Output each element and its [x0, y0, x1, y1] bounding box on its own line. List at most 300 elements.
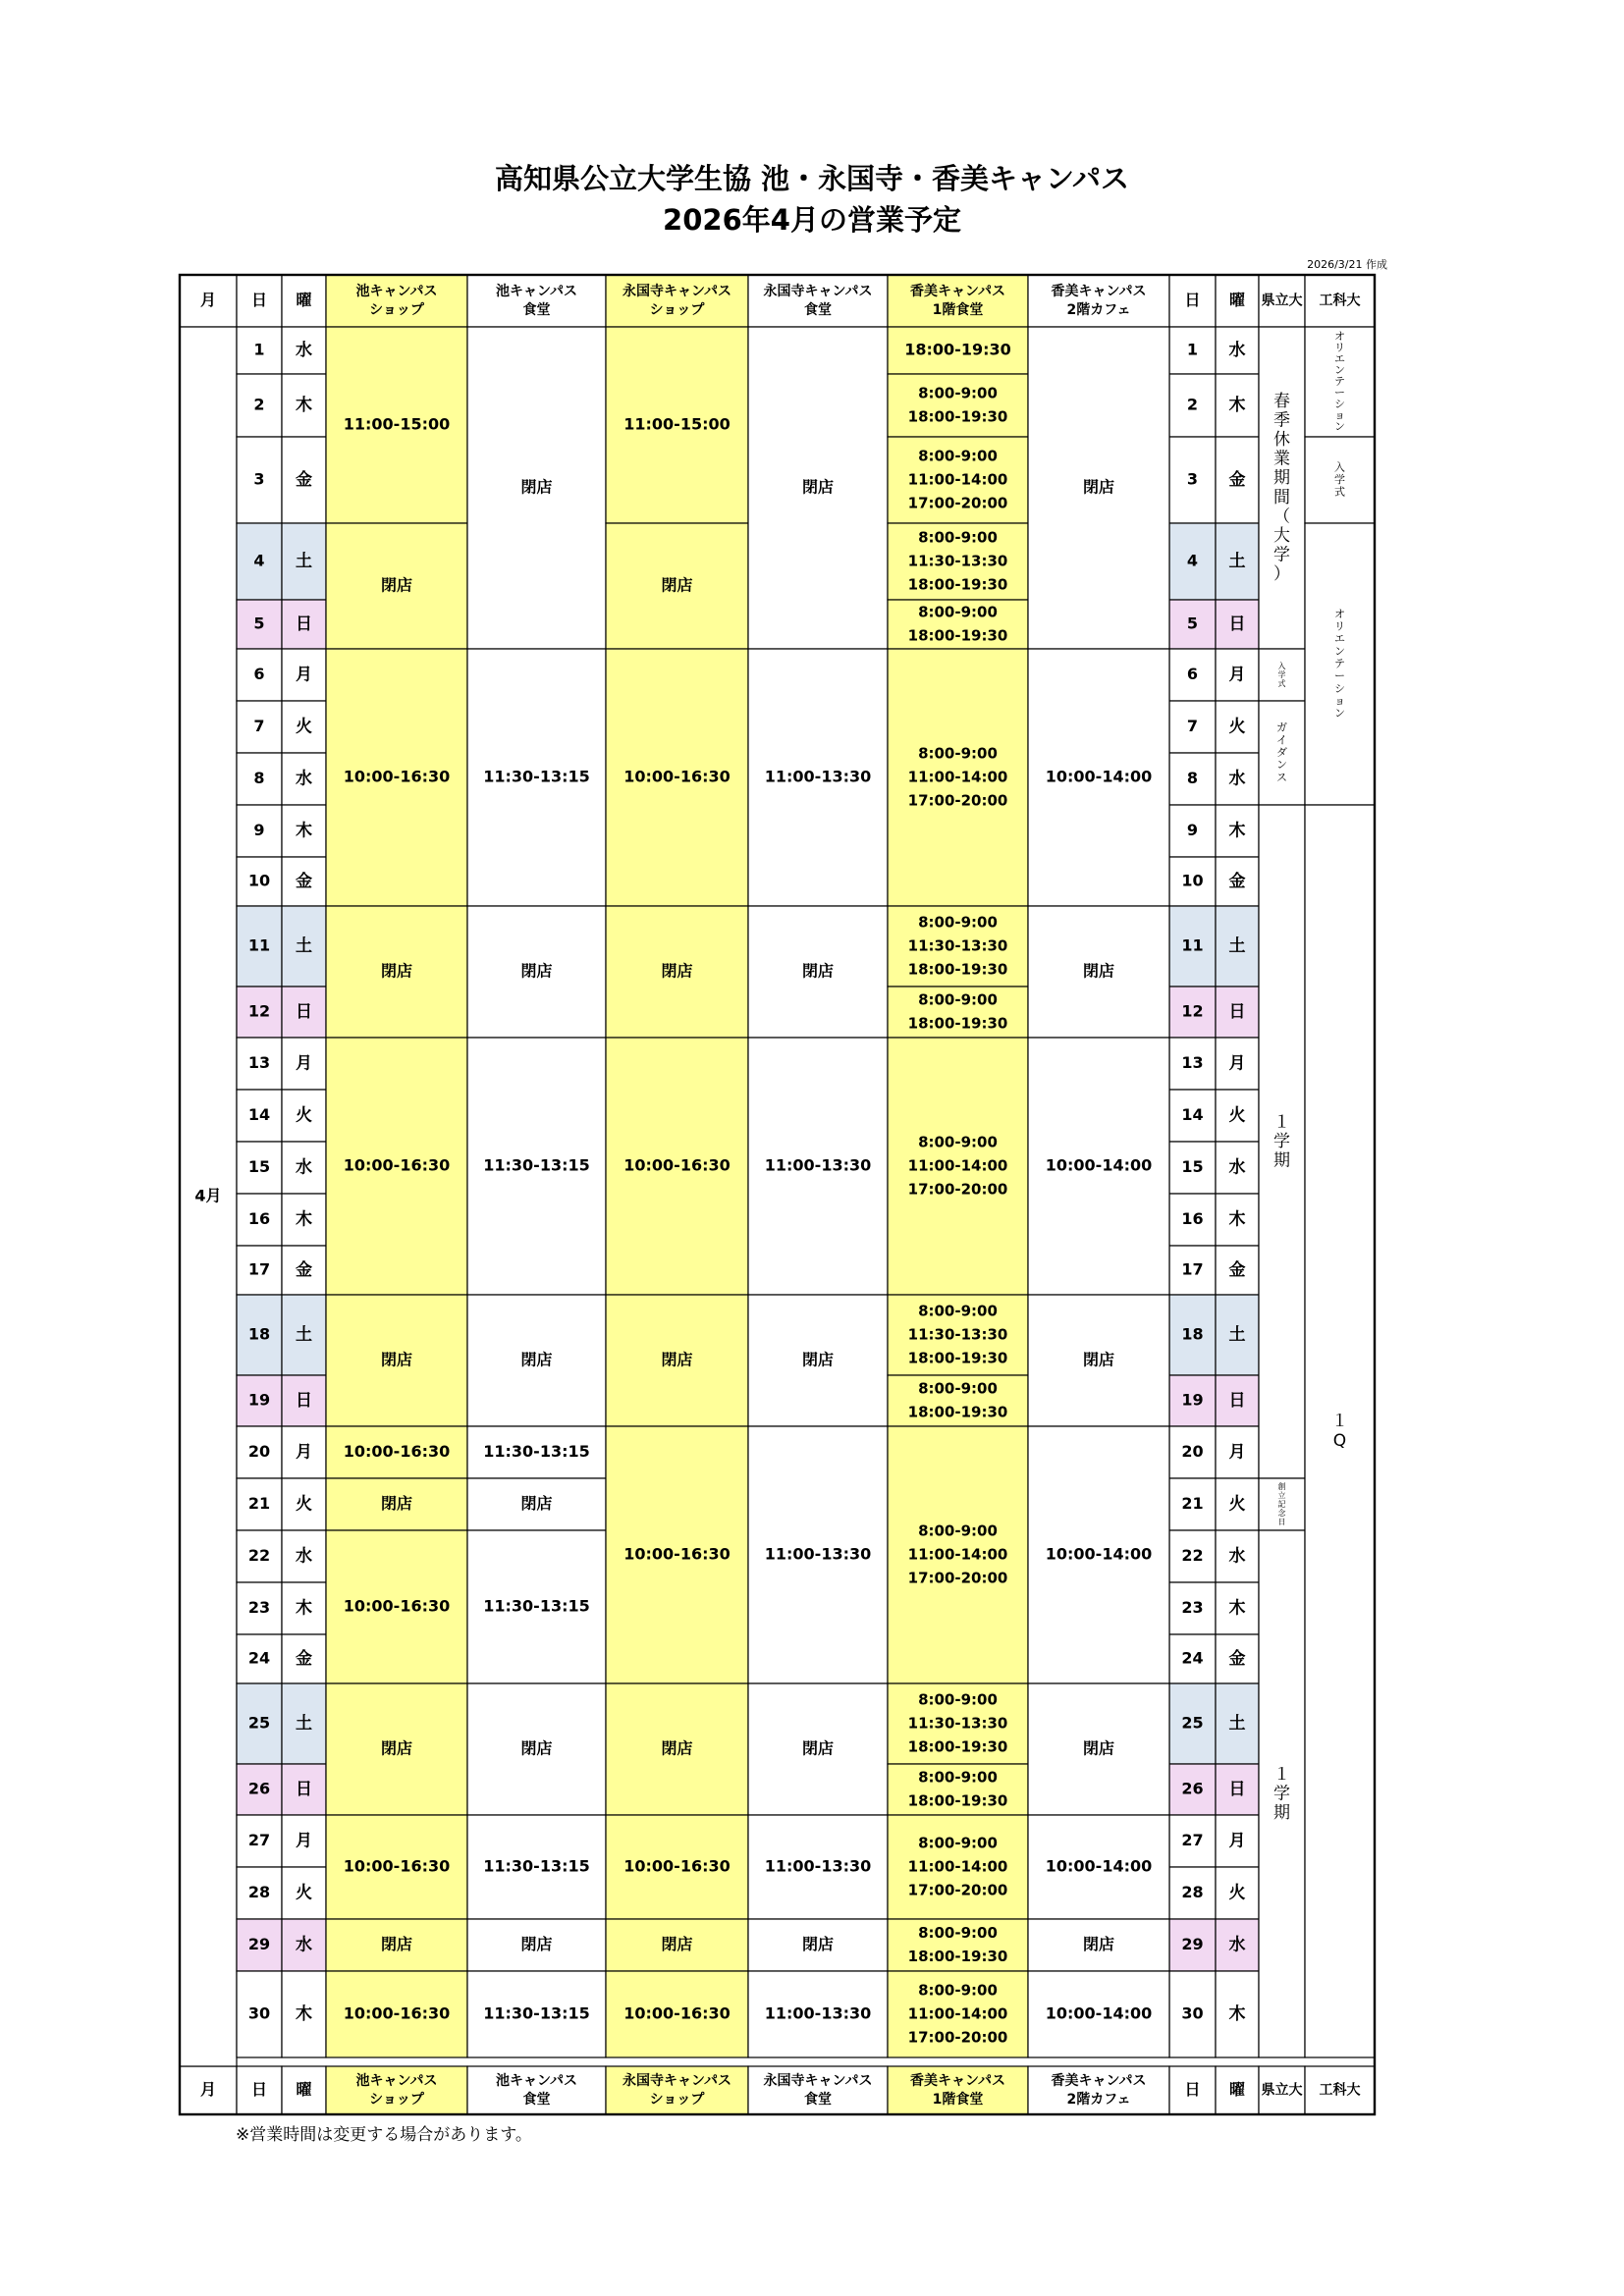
- header-cell-ike_cafeteria: [467, 275, 606, 327]
- day-number: 30: [247, 2003, 271, 2023]
- weekday-label: 日: [1228, 1002, 1246, 1022]
- weekday-label: 月: [296, 1442, 312, 1463]
- vertical-char: Q: [1332, 1430, 1347, 1451]
- kenritsu-event: [1273, 392, 1290, 584]
- weekday-label: 水: [1228, 1935, 1246, 1955]
- day-number: 3: [253, 469, 265, 489]
- footer-day: 日: [250, 2080, 268, 2099]
- vertical-char: 記: [1277, 1500, 1286, 1509]
- text-line: 閉店: [661, 961, 693, 981]
- text-line: 11:30-13:15: [483, 2003, 590, 2023]
- kami_cafe-hours: [1083, 962, 1114, 981]
- weekday-label: 土: [296, 936, 312, 956]
- text-line: ショップ: [369, 2092, 424, 2108]
- day-number: 8: [253, 769, 265, 787]
- weekday-label: 金: [1228, 470, 1246, 490]
- text-line: 閉店: [801, 1350, 835, 1369]
- vertical-char: オ: [1334, 329, 1345, 343]
- text-line: 香美キャンパス: [909, 2073, 1006, 2089]
- eikokuji_shop-hours: [623, 1857, 731, 1876]
- weekday-label: 金: [296, 872, 312, 891]
- text-line: 8:00-9:00: [918, 447, 998, 465]
- text-line: 香美キャンパス: [909, 284, 1006, 299]
- vertical-char: 業: [1273, 449, 1290, 469]
- footer-weekday: 曜: [296, 2080, 312, 2099]
- vertical-char: 創: [1277, 1482, 1286, 1491]
- text-line: 8:00-9:00: [918, 1981, 998, 2000]
- vertical-char: １: [1273, 1112, 1290, 1133]
- text-line: 閉店: [520, 1935, 553, 1953]
- text-line: 8:00-9:00: [918, 1302, 998, 1320]
- text-line: 8:00-9:00: [918, 603, 998, 621]
- day-number: 2: [1186, 395, 1199, 414]
- weekday-label: 月: [296, 1053, 312, 1074]
- weekday-label: 水: [296, 1157, 312, 1178]
- eikokuji_cafeteria-hours: [765, 1545, 872, 1564]
- vertical-char: エ: [1334, 632, 1345, 646]
- day-number: 24: [247, 1648, 271, 1668]
- vertical-char: ー: [1334, 386, 1345, 400]
- day-number: 16: [1181, 1209, 1204, 1228]
- text-line: 11:30-13:15: [483, 767, 590, 786]
- weekday-label: 土: [296, 1714, 312, 1734]
- text-line: 閉店: [520, 477, 553, 497]
- text-line: 閉店: [1082, 1738, 1115, 1758]
- koka-event: [1334, 330, 1345, 433]
- weekday-label: 火: [1228, 1105, 1246, 1126]
- text-line: 10:00-16:30: [623, 1155, 731, 1175]
- day-number: 19: [1181, 1390, 1204, 1410]
- ike_cafeteria-hours: [520, 1739, 552, 1758]
- vertical-char: リ: [1334, 341, 1345, 354]
- koka-event: [1334, 608, 1345, 720]
- eikokuji_cafeteria-hours: [802, 962, 834, 981]
- weekday-label: 火: [1228, 1494, 1246, 1515]
- weekday-label: 月: [296, 665, 312, 685]
- weekday-label: 月: [1228, 1442, 1246, 1463]
- text-line: 閉店: [520, 1738, 553, 1758]
- kenritsu-event: [1278, 661, 1286, 688]
- kenritsu-event: [1276, 721, 1287, 784]
- text-line: 11:30-13:15: [483, 1596, 590, 1616]
- vertical-char: ン: [1276, 758, 1287, 772]
- text-line: 11:00-13:30: [764, 1544, 872, 1564]
- header-koka: 工科大: [1319, 293, 1361, 309]
- kenritsu-event: [1278, 1481, 1287, 1526]
- eikokuji_shop-hours: [623, 415, 731, 434]
- text-line: 閉店: [380, 575, 413, 595]
- day-number: 10: [1181, 871, 1204, 890]
- kami_cafe-hours: [1046, 2004, 1153, 2023]
- footer-weekday2: 曜: [1228, 2080, 1246, 2099]
- eikokuji_shop-hours: [623, 1156, 731, 1175]
- vertical-char: リ: [1334, 619, 1345, 633]
- text-line: 11:00-13:30: [764, 1155, 872, 1175]
- day-number: 28: [247, 1883, 271, 1901]
- ike_cafeteria-hours: [483, 2004, 590, 2023]
- ike_shop-hours: [381, 576, 412, 595]
- text-line: 8:00-9:00: [918, 1522, 998, 1540]
- vertical-char: １: [1331, 1412, 1348, 1432]
- ike_cafeteria-hours: [520, 1935, 552, 1953]
- weekday-label: 土: [1228, 1714, 1246, 1734]
- weekday-label: 水: [1228, 341, 1246, 360]
- vertical-char: シ: [1334, 398, 1345, 411]
- text-line: 11:00-14:00: [907, 470, 1008, 489]
- kami_cafe-hours: [1046, 768, 1153, 786]
- weekday-label: 水: [1228, 1546, 1246, 1567]
- day-number: 23: [1181, 1598, 1204, 1617]
- day-number: 18: [247, 1324, 271, 1344]
- ike_shop-hours: [381, 1351, 412, 1369]
- vertical-char: 春: [1273, 392, 1290, 412]
- day-number: 11: [247, 935, 271, 955]
- day-number: 7: [253, 717, 265, 735]
- footer-kenritsu: 県立大: [1261, 2082, 1303, 2099]
- day-number: 21: [1181, 1494, 1204, 1513]
- vertical-char: ョ: [1334, 694, 1345, 708]
- day-number: 19: [247, 1390, 271, 1410]
- weekday-label: 火: [296, 717, 312, 737]
- day-number: 17: [1181, 1259, 1204, 1279]
- vertical-char: ガ: [1276, 721, 1287, 734]
- weekday-label: 火: [1228, 1883, 1246, 1903]
- ike_cafeteria-hours: [520, 1494, 552, 1513]
- text-line: 8:00-9:00: [918, 744, 998, 763]
- text-line: 10:00-14:00: [1045, 1544, 1153, 1564]
- text-line: 食堂: [522, 302, 551, 318]
- text-line: 17:00-20:00: [907, 1180, 1008, 1199]
- vertical-char: 立: [1277, 1491, 1286, 1500]
- text-line: 18:00-19:30: [907, 575, 1008, 594]
- vertical-char: 大: [1273, 525, 1290, 546]
- vertical-char: ョ: [1334, 408, 1345, 422]
- text-line: 食堂: [804, 2092, 832, 2108]
- vertical-char: 式: [1277, 679, 1286, 689]
- eikokuji_shop-hours: [661, 1351, 692, 1369]
- text-line: 2階カフェ: [1066, 2092, 1131, 2108]
- text-line: 10:00-16:30: [623, 2003, 731, 2023]
- text-line: 閉店: [661, 1738, 693, 1758]
- vertical-char: 入: [1277, 661, 1286, 670]
- eikokuji_shop-hours: [661, 1739, 692, 1758]
- text-line: 8:00-9:00: [918, 913, 998, 932]
- vertical-char: ダ: [1276, 746, 1287, 759]
- text-line: 8:00-9:00: [918, 384, 998, 402]
- text-line: 池キャンパス: [495, 2073, 578, 2089]
- weekday-label: 日: [296, 1391, 312, 1411]
- text-line: 池キャンパス: [355, 284, 438, 299]
- text-line: 18:00-19:30: [907, 1948, 1008, 1965]
- day-number: 3: [1186, 469, 1199, 489]
- day-number: 8: [1186, 769, 1199, 787]
- weekday-label: 土: [296, 552, 312, 571]
- day-number: 11: [1181, 935, 1204, 955]
- weekday-label: 水: [1228, 769, 1246, 789]
- vertical-char: ン: [1334, 644, 1345, 658]
- ike_shop-hours: [344, 415, 451, 434]
- text-line: 閉店: [661, 575, 693, 595]
- text-line: 11:00-14:00: [907, 1156, 1008, 1175]
- text-line: 閉店: [801, 1738, 835, 1758]
- day-number: 16: [247, 1209, 271, 1228]
- ike_shop-hours: [344, 1597, 451, 1616]
- text-line: 閉店: [801, 477, 835, 497]
- text-line: 11:00-14:00: [907, 2004, 1008, 2023]
- text-line: 永国寺キャンパス: [763, 2073, 873, 2089]
- header-day: 日: [250, 291, 268, 309]
- vertical-char: ー: [1334, 669, 1345, 683]
- vertical-char: 入: [1334, 460, 1345, 474]
- day-number: 18: [1181, 1324, 1204, 1344]
- text-line: 池キャンパス: [355, 2073, 438, 2089]
- day-number: 9: [253, 821, 265, 839]
- eikokuji_cafeteria-hours: [802, 1935, 834, 1953]
- ike_cafeteria-hours: [483, 768, 590, 786]
- header-day2: 日: [1184, 291, 1201, 309]
- header-weekday: 曜: [296, 291, 312, 309]
- weekday-label: 水: [296, 1935, 312, 1955]
- text-line: 11:00-13:30: [764, 2003, 872, 2023]
- kami_cafe-hours: [1046, 1857, 1153, 1876]
- text-line: 11:00-14:00: [907, 1545, 1008, 1564]
- eikokuji_shop-hours: [661, 576, 692, 595]
- text-line: 11:30-13:30: [907, 1325, 1008, 1344]
- vertical-char: ン: [1334, 420, 1345, 434]
- day-number: 12: [247, 1001, 271, 1021]
- day-number: 27: [1181, 1831, 1204, 1849]
- day-number: 24: [1181, 1648, 1204, 1668]
- text-line: 11:30-13:30: [907, 1714, 1008, 1733]
- kami_cafeteria-hours: [908, 448, 1008, 512]
- text-line: 8:00-9:00: [918, 528, 998, 547]
- vertical-char: ン: [1334, 707, 1345, 721]
- kami_cafeteria-hours: [908, 745, 1008, 810]
- text-line: 11:00-13:30: [764, 1856, 872, 1876]
- text-line: 11:00-14:00: [907, 768, 1008, 786]
- text-line: 閉店: [380, 961, 413, 981]
- weekday-label: 土: [296, 1325, 312, 1345]
- text-line: 11:30-13:15: [483, 1155, 590, 1175]
- weekday-label: 金: [296, 470, 312, 490]
- text-line: 8:00-9:00: [918, 990, 998, 1009]
- header-cell-kami_cafeteria: [888, 275, 1028, 327]
- day-number: 22: [247, 1546, 271, 1565]
- text-line: 香美キャンパス: [1051, 284, 1147, 299]
- ike_shop-hours: [344, 2004, 451, 2023]
- eikokuji_cafeteria-hours: [802, 1351, 834, 1369]
- text-line: 18:00-19:30: [907, 1014, 1008, 1033]
- text-line: 閉店: [520, 961, 553, 981]
- text-line: 8:00-9:00: [918, 1690, 998, 1709]
- text-line: 10:00-14:00: [1045, 2003, 1153, 2023]
- text-line: 18:00-19:30: [907, 1791, 1008, 1810]
- text-line: ショップ: [649, 302, 705, 318]
- day-number: 20: [1181, 1442, 1204, 1461]
- header-cell-kami_cafe: [1028, 275, 1169, 327]
- weekday-label: 金: [1228, 872, 1246, 891]
- text-line: 10:00-16:30: [343, 1856, 451, 1876]
- day-number: 28: [1181, 1883, 1204, 1901]
- month-label: 4月: [194, 1186, 222, 1205]
- day-number: 1: [1186, 340, 1199, 359]
- vertical-char: 学: [1273, 545, 1290, 565]
- kami_cafeteria-hours: [908, 914, 1008, 979]
- vertical-char: イ: [1276, 733, 1287, 747]
- day-number: 2: [253, 395, 265, 414]
- text-line: 閉店: [520, 1494, 553, 1513]
- text-line: 10:00-14:00: [1045, 767, 1153, 786]
- vertical-char: 間: [1273, 487, 1290, 507]
- eikokuji_shop-hours: [623, 768, 731, 786]
- text-line: 11:30-13:30: [907, 936, 1008, 955]
- weekday-label: 火: [296, 1494, 312, 1515]
- text-line: 10:00-16:30: [623, 767, 731, 786]
- ike_cafeteria-hours: [483, 1156, 590, 1175]
- day-number: 4: [253, 551, 265, 570]
- kami_cafe-hours: [1046, 1156, 1153, 1175]
- text-line: 香美キャンパス: [1051, 2073, 1147, 2089]
- kami_cafe-hours: [1046, 1545, 1153, 1564]
- text-line: ショップ: [369, 302, 424, 318]
- weekday-label: 金: [1228, 1649, 1246, 1669]
- koka-event: [1334, 459, 1345, 498]
- day-number: 23: [247, 1598, 271, 1617]
- day-number: 30: [1181, 2003, 1204, 2023]
- text-line: 8:00-9:00: [918, 1133, 998, 1151]
- kami_cafe-hours: [1083, 1935, 1114, 1953]
- text-line: 閉店: [380, 1494, 413, 1513]
- day-number: 17: [247, 1259, 271, 1279]
- text-line: 閉店: [380, 1738, 413, 1758]
- ike_shop-hours: [381, 962, 412, 981]
- text-line: 10:00-14:00: [1045, 1155, 1153, 1175]
- eikokuji_shop-hours: [623, 2004, 731, 2023]
- text-line: 閉店: [1082, 1350, 1115, 1369]
- eikokuji_cafeteria-hours: [802, 478, 834, 497]
- vertical-char: テ: [1334, 657, 1345, 670]
- page-title: 高知県公立大学生協 池・永国寺・香美キャンパス: [494, 162, 1130, 195]
- eikokuji_shop-hours: [661, 1935, 692, 1953]
- vertical-char: 念: [1277, 1509, 1286, 1518]
- ike_shop-hours: [344, 1857, 451, 1876]
- vertical-char: １: [1273, 1764, 1290, 1785]
- text-line: 11:30-13:30: [907, 552, 1008, 570]
- vertical-char: 日: [1277, 1518, 1286, 1526]
- eikokuji_cafeteria-hours: [765, 1857, 872, 1876]
- text-line: 8:00-9:00: [918, 1834, 998, 1852]
- weekday-label: 木: [296, 2004, 312, 2024]
- weekday-label: 金: [296, 1649, 312, 1669]
- text-line: 10:00-16:30: [343, 1155, 451, 1175]
- ike_cafeteria-hours: [483, 1857, 590, 1876]
- ike_shop-hours: [344, 1156, 451, 1175]
- weekday-label: 木: [1228, 1598, 1246, 1619]
- kami_cafeteria-hours: [908, 1522, 1008, 1587]
- weekday-label: 木: [296, 821, 312, 841]
- weekday-label: 木: [1228, 396, 1246, 415]
- text-line: 10:00-16:30: [343, 1442, 451, 1461]
- weekday-label: 木: [296, 396, 312, 415]
- kami_cafeteria-hours: [904, 341, 1011, 359]
- vertical-char: ン: [1334, 363, 1345, 377]
- weekday-label: 火: [296, 1105, 312, 1126]
- vertical-char: 学: [1273, 1132, 1290, 1151]
- kami_cafe-hours: [1083, 1739, 1114, 1758]
- weekday-label: 木: [296, 1209, 312, 1230]
- day-number: 20: [247, 1442, 271, 1461]
- weekday-label: 金: [296, 1260, 312, 1280]
- weekday-label: 火: [1228, 717, 1246, 737]
- kami_cafeteria-hours: [908, 529, 1008, 594]
- day-number: 9: [1186, 821, 1199, 839]
- kami_cafeteria-hours: [908, 1835, 1008, 1899]
- text-line: 閉店: [801, 961, 835, 981]
- day-number: 14: [1181, 1105, 1204, 1124]
- footer-koka: 工科大: [1319, 2082, 1361, 2099]
- weekday-label: 木: [296, 1598, 312, 1619]
- weekday-label: 月: [296, 1831, 312, 1851]
- day-number: 13: [1181, 1053, 1204, 1072]
- text-line: 11:00-15:00: [343, 414, 451, 434]
- weekday-label: 水: [296, 341, 312, 360]
- ike_cafeteria-hours: [483, 1442, 590, 1461]
- day-number: 12: [1181, 1001, 1204, 1021]
- day-number: 5: [1186, 614, 1199, 633]
- text-line: 17:00-20:00: [907, 494, 1008, 512]
- header-weekday2: 曜: [1228, 291, 1246, 309]
- text-line: 閉店: [661, 1350, 693, 1369]
- text-line: 18:00-19:30: [907, 626, 1008, 645]
- text-line: 閉店: [1082, 477, 1115, 497]
- ike_cafeteria-hours: [520, 962, 552, 981]
- eikokuji_cafeteria-hours: [765, 768, 872, 786]
- vertical-char: シ: [1334, 681, 1345, 695]
- day-number: 1: [253, 340, 265, 359]
- text-line: 池キャンパス: [495, 284, 578, 299]
- day-number: 4: [1186, 551, 1199, 570]
- text-line: 永国寺キャンパス: [622, 284, 732, 299]
- weekday-label: 日: [296, 1780, 312, 1799]
- kenritsu-event: [1273, 1112, 1290, 1170]
- header-cell-ike_shop: [326, 275, 467, 327]
- day-number: 22: [1181, 1546, 1204, 1565]
- text-line: 閉店: [1082, 961, 1115, 981]
- text-line: 1階食堂: [932, 302, 984, 318]
- day-number: 6: [253, 665, 265, 683]
- kenritsu-event: [1273, 1765, 1290, 1823]
- day-number: 21: [247, 1494, 271, 1513]
- weekday-label: 水: [1228, 1157, 1246, 1178]
- vertical-char: 学: [1273, 1784, 1290, 1804]
- day-number: 27: [247, 1831, 271, 1849]
- text-line: 11:30-13:15: [483, 1856, 590, 1876]
- day-number: 29: [1181, 1935, 1204, 1953]
- text-line: 8:00-9:00: [918, 1924, 998, 1942]
- header-kenritsu: 県立大: [1261, 293, 1303, 309]
- text-line: 閉店: [380, 1350, 413, 1369]
- vertical-char: テ: [1334, 375, 1345, 388]
- header-cell-eikokuji_cafeteria: [748, 275, 888, 327]
- text-line: 食堂: [804, 302, 832, 318]
- day-number: 29: [247, 1935, 271, 1953]
- vertical-char: 式: [1334, 485, 1345, 499]
- text-line: 10:00-16:30: [623, 1856, 731, 1876]
- weekday-label: 日: [296, 1002, 312, 1022]
- text-line: 18:00-19:30: [907, 960, 1008, 979]
- weekday-label: 金: [1228, 1260, 1246, 1280]
- vertical-char: （: [1273, 507, 1290, 527]
